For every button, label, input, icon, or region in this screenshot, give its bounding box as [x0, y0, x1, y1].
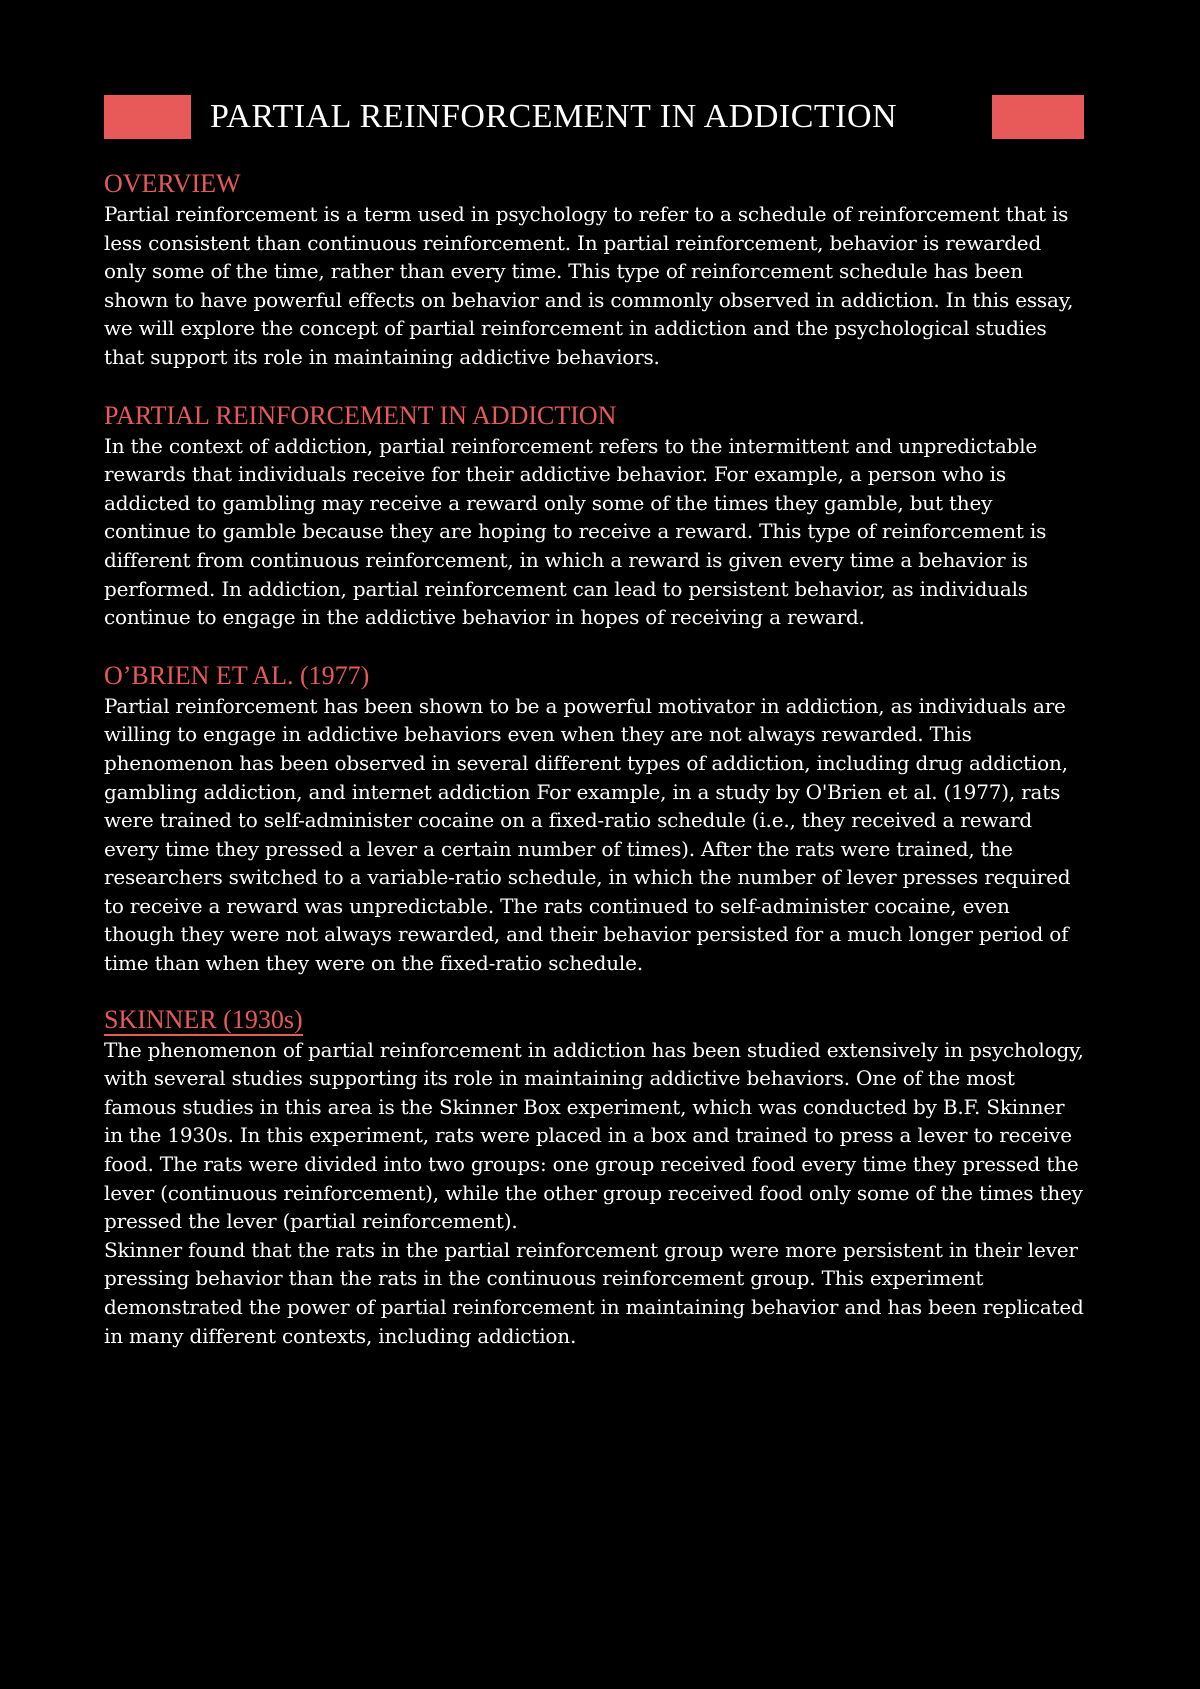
section-paragraph: Partial reinforcement is a term used in psychology to refer to a schedule of reinforcement that is less consistent than continuous reinforcement. In partial reinforcement, behavior is rewarded only some of the time, rather than every time. This type of reinforcement schedule has been shown to have powerful effects on behavior and is commonly observed in addiction. In this essay, we will explore the concept of partial reinforcement in addiction and the psychological studies that support its role in maintaining addictive behaviors.	[104, 202, 1074, 369]
section-heading: PARTIAL REINFORCEMENT IN ADDICTION	[104, 400, 617, 430]
title-bar	[104, 95, 1084, 139]
page-title: PARTIAL REINFORCEMENT IN ADDICTION	[210, 98, 898, 135]
section-paragraph: The phenomenon of partial reinforcement in addiction has been studied extensively in psychology, with several studies supporting its role in maintaining addictive behaviors. One of the most famous studies in this area is the Skinner Box experiment, which was conducted by B.F. Skinner in the 1930s. In this experiment, rats were placed in a box and trained to press a lever to receive food. The rats were divided into two groups: one group received food every time they pressed the lever (continuous reinforcement), while the other group received food only some of the times they pressed the lever (partial reinforcement).	[104, 1037, 1084, 1234]
title-accent-block-right	[992, 95, 1084, 139]
section-heading: SKINNER (1930s)	[104, 1004, 303, 1034]
document-content	[104, 168, 1084, 1378]
section-partial-reinforcement	[104, 400, 1084, 632]
section-paragraph: In the context of addiction, partial reinforcement refers to the intermittent and unpredictable rewards that individuals receive for their addictive behavior. For example, a person who is addicted to gambling may receive a reward only some of the times they gamble, but they continue to gamble because they are hoping to receive a reward. This type of reinforcement is different from continuous reinforcement, in which a reward is given every time a behavior is performed. In addiction, partial reinforcement can lead to persistent behavior, as individuals continue to engage in the addictive behavior in hopes of receiving a reward.	[104, 433, 1047, 630]
section-heading: O’BRIEN ET AL. (1977)	[104, 660, 370, 690]
section-heading: OVERVIEW	[104, 169, 241, 198]
section-overview	[104, 168, 1084, 372]
section-skinner	[104, 1006, 1084, 1351]
section-paragraph: Skinner found that the rats in the partial reinforcement group were more persistent in their lever pressing behavior than the rats in the continuous reinforcement group. This experiment demonstrated the power of partial reinforcement in maintaining behavior and has been replicated in many different contexts, including addiction.	[104, 1237, 1084, 1348]
section-paragraph: Partial reinforcement has been shown to be a powerful motivator in addiction, as individuals are willing to engage in addictive behaviors even when they are not always rewarded. This phenomenon has been observed in several different types of addiction, including drug addiction, gambling addiction, and internet addiction For example, in a study by O'Brien et al. (1977), rats were trained to self-administer cocaine on a fixed-ratio schedule (i.e., they received a reward every time they pressed a lever a certain number of times). After the rats were trained, the researchers switched to a variable-ratio schedule, in which the number of lever presses required to receive a reward was unpredictable. The rats continued to self-administer cocaine, even though they were not always rewarded, and their behavior persisted for a much longer period of time than when they were on the fixed-ratio schedule.	[104, 693, 1071, 976]
title-accent-block-left	[104, 95, 191, 139]
section-obrien	[104, 660, 1084, 978]
